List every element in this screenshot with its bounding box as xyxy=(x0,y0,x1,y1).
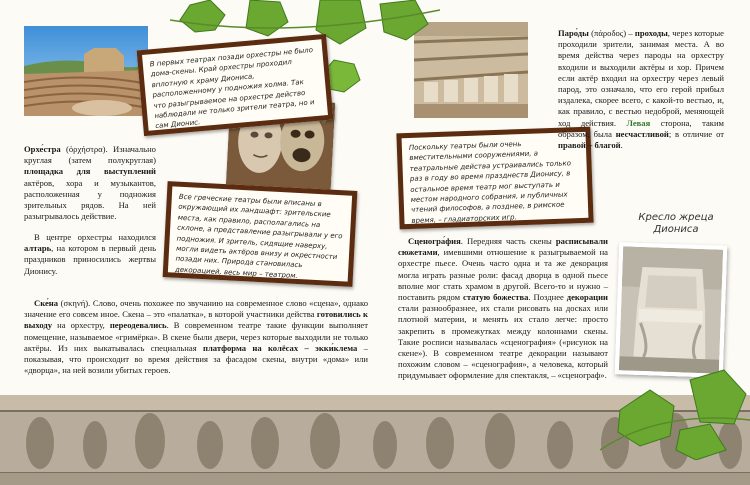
note-landscape-theater xyxy=(163,181,358,287)
note-temple-of-dionysus xyxy=(137,34,334,136)
skene-term: Ске́на xyxy=(34,298,59,308)
parodos-term: Паро́ды xyxy=(558,28,589,38)
skene-paragraph: Ске́на (σκηνή). Слово, очень похожее по звучанию на современное слово «сцена», однако значение его совсем иное. Скена – это «палатка», в которой участники действа готовились к выходу на орхестру, переодевались. В современном театре такие функции выполняет помещение, называемое «гримёрка». В скене были двери, через которые выходили не только актёры. Из них выкатывалась специальная платформа на колёсах – экки́клема – показывая, что происходит во время действия за фасадом скены, внутри «дома» или «дворца», на ней возили убитых героев. xyxy=(24,298,368,376)
parodos-paragraph: Паро́ды (πάροδος) – проходы, через которые проходили зрители, занимая места. А во время действа через пароды на орхестру входили и выходили актёры и хор. Причем если актёр входил на орхестру через левый парод, это означало, что его герой прибыл издалека, скорее всего, с какой-то вестью, и, как правило, с вестью недоброй, меняющей ход действия. Левая сторона, таким образом, была несчастливой; в отличие от правой – благой. xyxy=(558,28,725,151)
note-temple-text: В первых театрах позади орхестры не было дома-скены. Край орхестры проходил вплотную к храму Диониса, расположенному у подножия холма. Так что разыгрываемое на орхестре действо наблюдали не только зрители театра, но и сам Дионис. xyxy=(149,46,315,131)
orchestra-altar-paragraph: В центре орхестры находился алтарь, на котором в первый день праздников приносились жертвы Дионису. xyxy=(24,232,156,276)
orchestra-paragraph: Орхе́стра (ὀρχήστρα). Изначально круглая (затем полукруглая) площадка для выступлений актёров, хора и музыкантов, расположенная у подножия зрительных рядов. На ней разыгрывалось действие. xyxy=(24,144,156,222)
amphitheater-photo xyxy=(24,26,148,116)
note-uses-text: Поскольку театры были очень вместительными сооружениями, а театральные действа устраивались только раз в году во время празднеств Дионису, в остальное время театр мог выступать и местом народного собрания, и публичных чтений философов, а позднее, в римское время, – гладиаторских игр. xyxy=(408,140,572,225)
orchestra-term: Орхе́стра xyxy=(24,144,61,154)
priest-chair-label: Кресло жреца Диониса xyxy=(638,212,714,235)
grape-leaves-right-icon xyxy=(600,350,750,460)
scenography-term: Сценогра́фия xyxy=(408,236,461,246)
scenography-paragraph: Сценогра́фия. Передняя часть скены расписывали сюжетами, имевшими отношение к разыгрываемой на орхестре пьесе. Очень часто одна и та же декорация могла играть разные роли: фасад дворца в одной пьесе вполне мог стать храмом в другой. Всего-то и нужно – поставить рядом статую божества. Позднее декорации стали разнообразнее, их стали рисовать на досках или плотной материи, и менять их стало легче: просто закрепить в промежутках между колоннами скены. Такие росписи называлась «сценография» («рисунок на скене»). В современном театре декорации называют похожим словом – «сценография», а человека, который придумывает оформление для спектакля, – «сценограф». xyxy=(398,236,608,381)
note-landscape-text: Все греческие театры были вписаны в окружающий их ландшафт: зрительские места, как правило, располагались на склоне, а представление разыгрывали у его подножия. И зритель, сидящие наверху, могли видеть актёров внизу и окрестности позади них. Природа становилась декорацией, весь мир – театром. xyxy=(174,192,343,280)
